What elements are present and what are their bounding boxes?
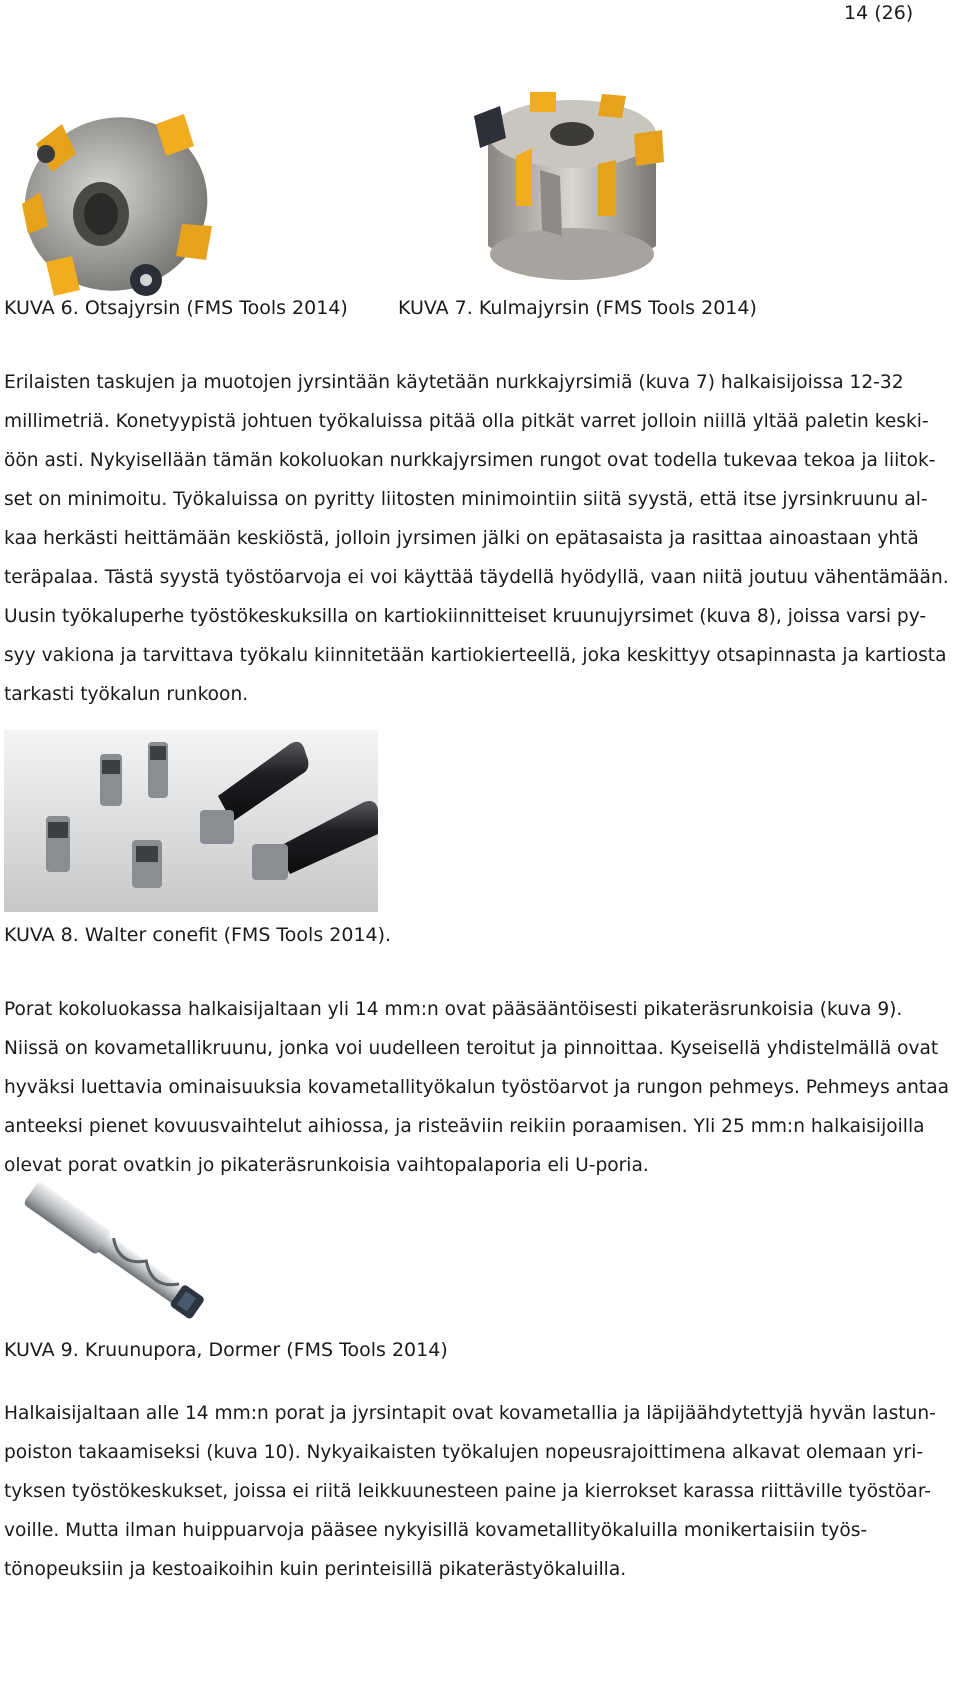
text-line: tarkasti työkalun runkoon. (4, 684, 249, 705)
text-line: kaa herkästi heittämään keskiöstä, jolloin jyrsimen jälki on epätasaista ja rasittaa ainoastaan yhtä (4, 528, 919, 549)
text-line: voille. Mutta ilman huippuarvoja pääsee nykyisillä kovametallityökaluilla monikertaisiin työs- (4, 1520, 868, 1541)
face-mill-image (6, 84, 236, 304)
paragraph-2 (4, 990, 959, 1185)
text-line: hyväksi luettavia ominaisuuksia kovametallityökalun työstöarvot ja rungon pehmeys. Pehmeys antaa (4, 1077, 949, 1098)
paragraph-1 (4, 363, 959, 714)
text-line: teräpalaa. Tästä syystä työstöarvoja ei voi käyttää täydellä hyödyllä, vaan niitä joutuu vähentämään. (4, 567, 949, 588)
text-line: set on minimoitu. Työkaluissa on pyritty liitosten minimointiin siitä syystä, että itse jyrsinkruunu al- (4, 489, 928, 510)
shoulder-mill-image (470, 86, 672, 286)
figure-caption-7: KUVA 7. Kulmajyrsin (FMS Tools 2014) (398, 297, 757, 319)
figure-caption-9: KUVA 9. Kruunupora, Dormer (FMS Tools 2014) (4, 1339, 448, 1361)
text-line: öön asti. Nykyisellään tämän kokoluokan nurkkajyrsimen rungot ovat todella tukevaa tekoa ja liitok- (4, 450, 936, 471)
paragraph-3 (4, 1394, 959, 1589)
page-number: 14 (26) (844, 2, 914, 24)
text-line: anteeksi pienet kovuusvaihtelut aihiossa, ja risteäviin reikiin poraamisen. Yli 25 mm:n halkaisijoilla (4, 1116, 925, 1137)
crown-drill-image (6, 1182, 226, 1322)
figure-caption-6: KUVA 6. Otsajyrsin (FMS Tools 2014) (4, 297, 348, 319)
figure-caption-8: KUVA 8. Walter conefit (FMS Tools 2014). (4, 924, 392, 946)
text-line: tönopeuksiin ja kestoaikoihin kuin perinteisillä pikaterästyökaluilla. (4, 1559, 627, 1580)
text-line: poiston takaamiseksi (kuva 10). Nykyaikaisten työkalujen nopeusrajoittimena alkavat olemaan yri- (4, 1442, 924, 1463)
text-line: syy vakiona ja tarvittava työkalu kiinnitetään kartiokierteellä, joka keskittyy otsapinnasta ja kartiosta (4, 645, 947, 666)
text-line: olevat porat ovatkin jo pikateräsrunkoisia vaihtopalaporia eli U-poria. (4, 1155, 649, 1176)
text-line: Halkaisijaltaan alle 14 mm:n porat ja jyrsintapit ovat kovametallia ja läpijäähdytettyjä hyvän lastun- (4, 1403, 936, 1424)
text-line: Niissä on kovametallikruunu, jonka voi uudelleen teroitut ja pinnoittaa. Kyseisellä yhdistelmällä ovat (4, 1038, 939, 1059)
text-line: tyksen työstökeskukset, joissa ei riitä leikkuunesteen paine ja kierrokset karassa riittäville työstöar- (4, 1481, 931, 1502)
conefit-tools-image (4, 730, 378, 912)
text-line: Porat kokoluokassa halkaisijaltaan yli 14 mm:n ovat pääsääntöisesti pikateräsrunkoisia (kuva 9). (4, 999, 903, 1020)
text-line: Uusin työkaluperhe työstökeskuksilla on kartiokiinnitteiset kruunujyrsimet (kuva 8), joissa varsi py- (4, 606, 927, 627)
text-line: Erilaisten taskujen ja muotojen jyrsintään käytetään nurkkajyrsimiä (kuva 7) halkaisijoissa 12-32 (4, 372, 904, 393)
text-line: millimetriä. Konetyypistä johtuen työkaluissa pitää olla pitkät varret jolloin niillä yltää paletin keski- (4, 411, 929, 432)
